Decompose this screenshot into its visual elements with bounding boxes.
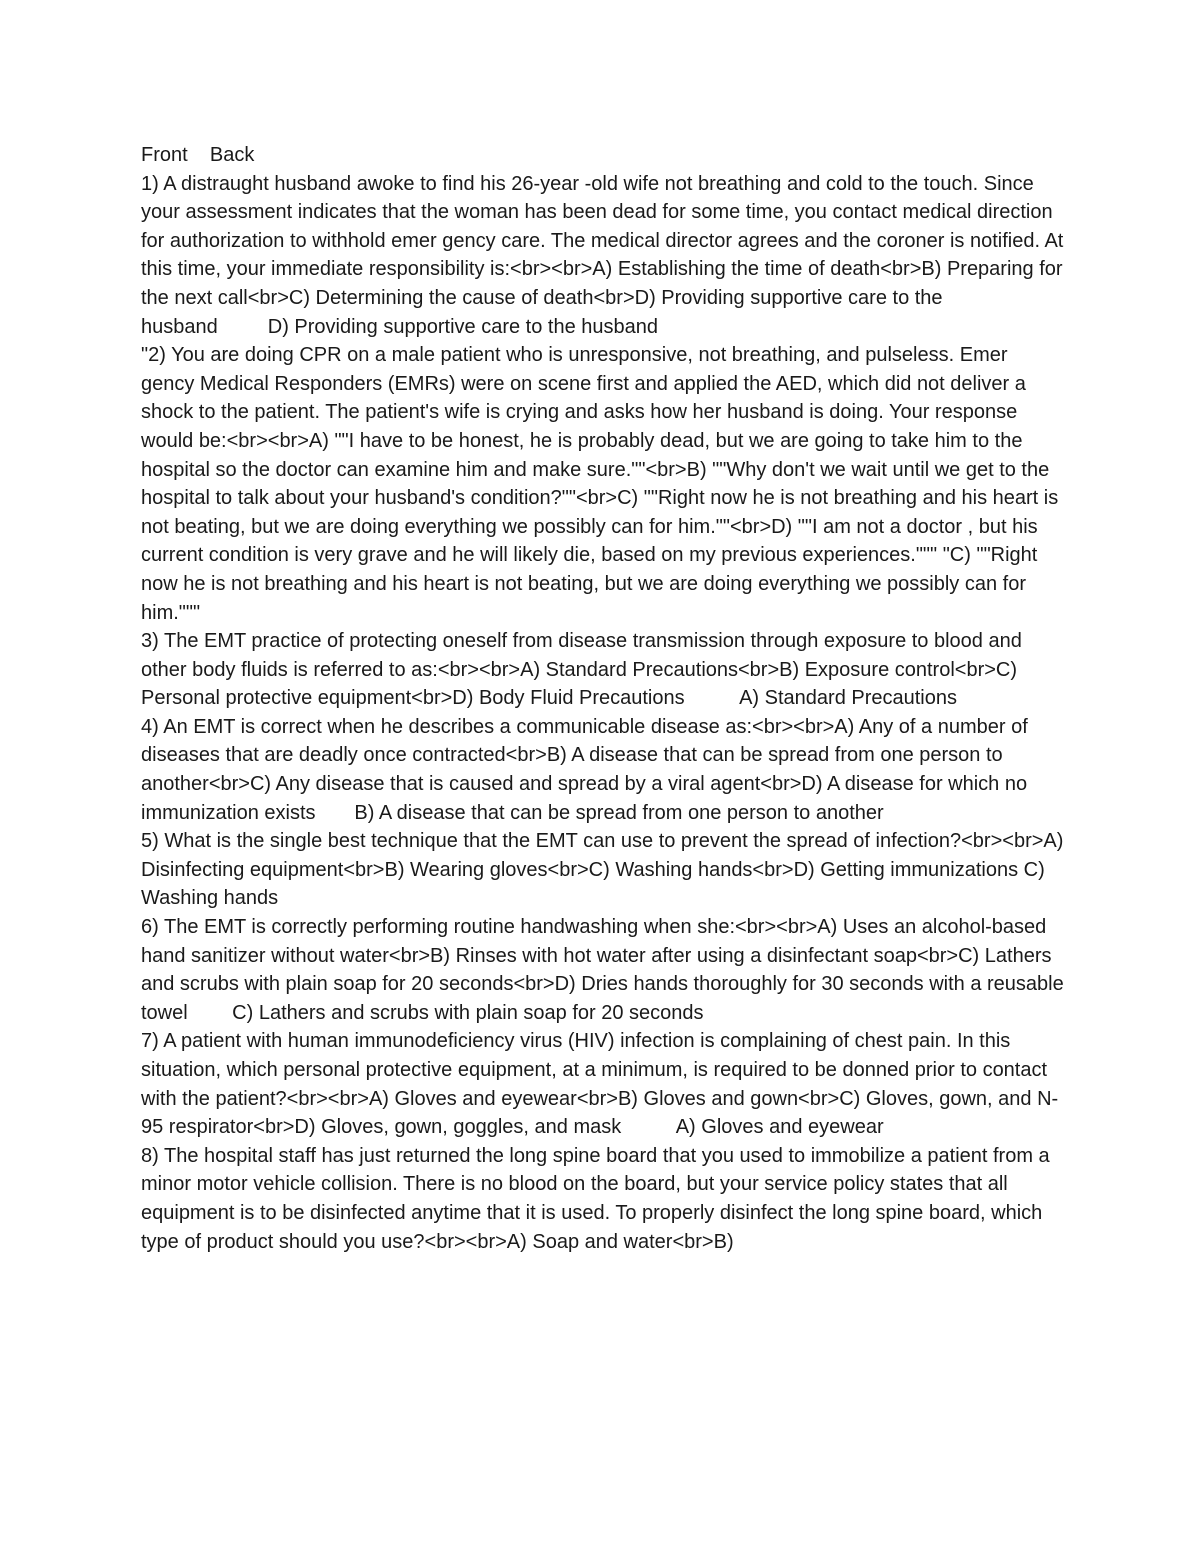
flashcard-entry bbox=[141, 170, 1069, 342]
question-text: 3) The EMT practice of protecting oneself from disease transmission through exposure to blood and other body fluids is referred to as:<br><br>A) Standard Precautions<br>B) Exposure control<br>C) Personal protective equipment<br>D) Body Fluid Precautions bbox=[141, 630, 1028, 710]
flashcard-entry bbox=[141, 341, 1066, 627]
answer-text: D) Providing supportive care to the husband bbox=[267, 315, 658, 338]
question-text: 6) The EMT is correctly performing routine handwashing when she:<br><br>A) Uses an alcohol-based hand sanitizer without water<br>B) Rinses with hot water after using a disinfectant soap<br>C) Lathers and scrubs with plain soap for 20 seconds<br>D) Dries hands thoroughly for 30 seconds with a reusable towel bbox=[141, 916, 1070, 1024]
answer-text: "C) ""Right now he is not breathing and his heart is not beating, but we are doing everything we possibly can for him.""" bbox=[141, 544, 1043, 624]
question-text: 8) The hospital staff has just returned the long spine board that you used to immobilize a patient from a minor motor vehicle collision. There is no blood on the board, but your service policy states that all equipment is to be disinfected anytime that it is used. To properly disinfect the long spine board, which type of product should you use?<br><br>A) Soap and water<br>B) bbox=[141, 1144, 1056, 1253]
question-text: 4) An EMT is correct when he describes a communicable disease as:<br><br>A) Any of a number of diseases that are deadly once contracted<br>B) A disease that can be spread from one person to another<br>C) Any disease that is caused and spread by a viral agent<br>D) A disease for which no immunization exists bbox=[141, 715, 1034, 824]
question-text: 1) A distraught husband awoke to find his 26-year -old wife not breathing and cold to the touch. Since your assessment indicates that the woman has been dead for some time, you contact medical direction for authorization to withhold emer gency care. The medical director agrees and the coroner is notified. At this time, your immediate responsibility is:<br><br>A) Establishing the time of death<br>B) Preparing for the next call<br>C) Determining the cause of death<br>D) Providing supportive care to the husband bbox=[141, 172, 1069, 338]
answer-text: A) Standard Precautions bbox=[739, 687, 957, 710]
column-header bbox=[141, 141, 1066, 170]
back-column-label: Back bbox=[209, 144, 255, 166]
question-text: 7) A patient with human immunodeficiency virus (HIV) infection is complaining of chest pain. In this situation, which personal protective equipment, at a minimum, is required to be donned prior to contact with the patient?<br><br>A) Gloves and eyewear<br>B) Gloves and gown<br>C) Gloves, gown, and N-95 respirator<br>D) Gloves, gown, goggles, and mask bbox=[141, 1030, 1059, 1139]
answer-text: A) Gloves and eyewear bbox=[675, 1116, 884, 1139]
flashcard-entry bbox=[141, 1142, 1066, 1256]
flashcard-entry bbox=[141, 827, 1069, 913]
flashcard-entry bbox=[141, 627, 1066, 713]
flashcard-entry bbox=[141, 913, 1070, 1027]
question-text: 5) What is the single best technique that the EMT can use to prevent the spread of infection?<br><br>A) Disinfecting equipment<br>B) Wearing gloves<br>C) Washing hands<br>D) Getting immunizations bbox=[141, 830, 1069, 881]
document-page bbox=[141, 141, 1070, 1256]
flashcard-entry bbox=[141, 713, 1066, 827]
front-column-label: Front bbox=[141, 144, 188, 166]
question-text: "2) You are doing CPR on a male patient who is unresponsive, not breathing, and pulseless. Emer gency Medical Responders (EMRs) were on scene first and applied the AED, which did not deliver a shock to the patient. The patient's wife is crying and asks how her husband is doing. Your response would be:<br><br>A) ""I have to be honest, he is probably dead, but we are going to take him to the hospital so the doctor can examine him and make sure.""<br>B) ""Why don't we wait until we get to the hospital to talk about your husband's condition?""<br>C) ""Right now he is not breathing and his heart is not beating, but we are doing everything we possibly can for him.""<br>D) ""I am not a doctor , but his current condition is very grave and he will likely die, based on my previous experiences.""" bbox=[141, 344, 1064, 567]
answer-text: B) A disease that can be spread from one person to another bbox=[354, 801, 884, 824]
answer-text: C) Lathers and scrubs with plain soap for 20 seconds bbox=[232, 1001, 704, 1024]
flashcard-entry bbox=[141, 1027, 1066, 1141]
answer-text: C) Washing hands bbox=[141, 858, 1051, 910]
